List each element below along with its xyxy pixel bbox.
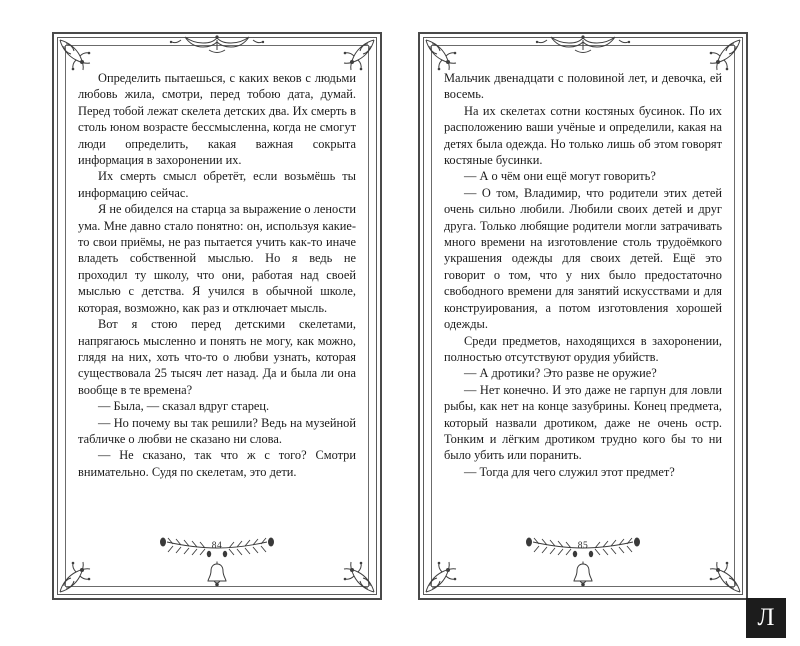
paragraph: На их скелетах сотни костяных бусинок. По их расположению ваши учёные и определили, какая на детях была одежда. Но только лишь об этом говорят костяные бусинки. (444, 103, 722, 168)
paragraph: Их смерть смысл обретёт, если возьмёшь ты информацию сейчас. (78, 169, 356, 200)
paragraph: — А дротики? Это разве не оружие? (464, 366, 657, 381)
paragraph: — Но почему вы так решили? Ведь на музейной табличке о любви не сказано ни слова. (78, 415, 356, 446)
publisher-logo: Л (746, 598, 786, 638)
paragraph: — Тогда для чего служил этот предмет? (464, 464, 675, 479)
bottom-ornament (418, 526, 748, 592)
paragraph: Определить пытаешься, с каких веков с людьми любовь жила, смотри, перед тобою дата, думай. Перед тобой лежат скелета детских два. Их смерть в столь юном возрасте бессмысленна, когда не смогут люди определить, какая важная сокрыта информация в захоронении их. (78, 71, 356, 168)
page-number: 84 (211, 541, 223, 551)
paragraph: — О том, Владимир, что родители этих детей очень сильно любили. Любили своих детей и друг друга. Только любящие родители могли затрачивать много времени на изготовление столь трудоёмкого украшения одежды для своих детей. Ещё это говорит о том, что у них было предостаточно свободного времени для занятий искусствами и для конструирования, а потом изготовления хорошей одежды. (444, 185, 722, 332)
left-page (52, 32, 382, 600)
left-page-text (78, 70, 356, 522)
paragraph: Вот я стою перед детскими скелетами, напрягаюсь мысленно и понять не могу, как можно, глядя на них, хоть что-то о любви узнать, которая существовала 25 тысяч лет назад. Да и была ли она вообще в те времена? (78, 317, 356, 397)
crown-scroll-ornament (523, 34, 643, 60)
page-number: 85 (577, 541, 589, 551)
bottom-ornament (52, 526, 382, 592)
right-page (418, 32, 748, 600)
paragraph: Мальчик двенадцати с половиной лет, и девочка, ей восемь. (444, 71, 722, 102)
right-page-text (444, 70, 722, 522)
bell-ornament (556, 560, 610, 590)
paragraph: Я не обиделся на старца за выражение о лености ума. Мне давно стало понятно: он, используя какие-то свои приёмы, не раз пытается учить как-то иначе владеть собственной мыслью. Но я ведь не проходил ту школу, что они, работая над своей мыслью с детства. Я учился в обычной школе, которая, возможно, как раз и отключает мысль. (78, 202, 356, 315)
paragraph: — Не сказано, так что ж с того? Смотри внимательно. Судя по скелетам, это дети. (78, 448, 356, 479)
paragraph: — А о чём они ещё могут говорить? (464, 169, 656, 184)
paragraph: — Нет конечно. И это даже не гарпун для ловли рыбы, как нет на конце зазубрины. Конец предмета, который назвали дротиком, даже не очень остр. Тонким и лёгким дротиком трудно кого бы то ни было убить или поранить. (444, 382, 722, 463)
paragraph: Среди предметов, находящихся в захоронении, полностью отсутствуют орудия убийств. (444, 333, 722, 364)
paragraph: — Была, — сказал вдруг старец. (98, 399, 270, 414)
bell-ornament (190, 560, 244, 590)
crown-scroll-ornament (157, 34, 277, 60)
